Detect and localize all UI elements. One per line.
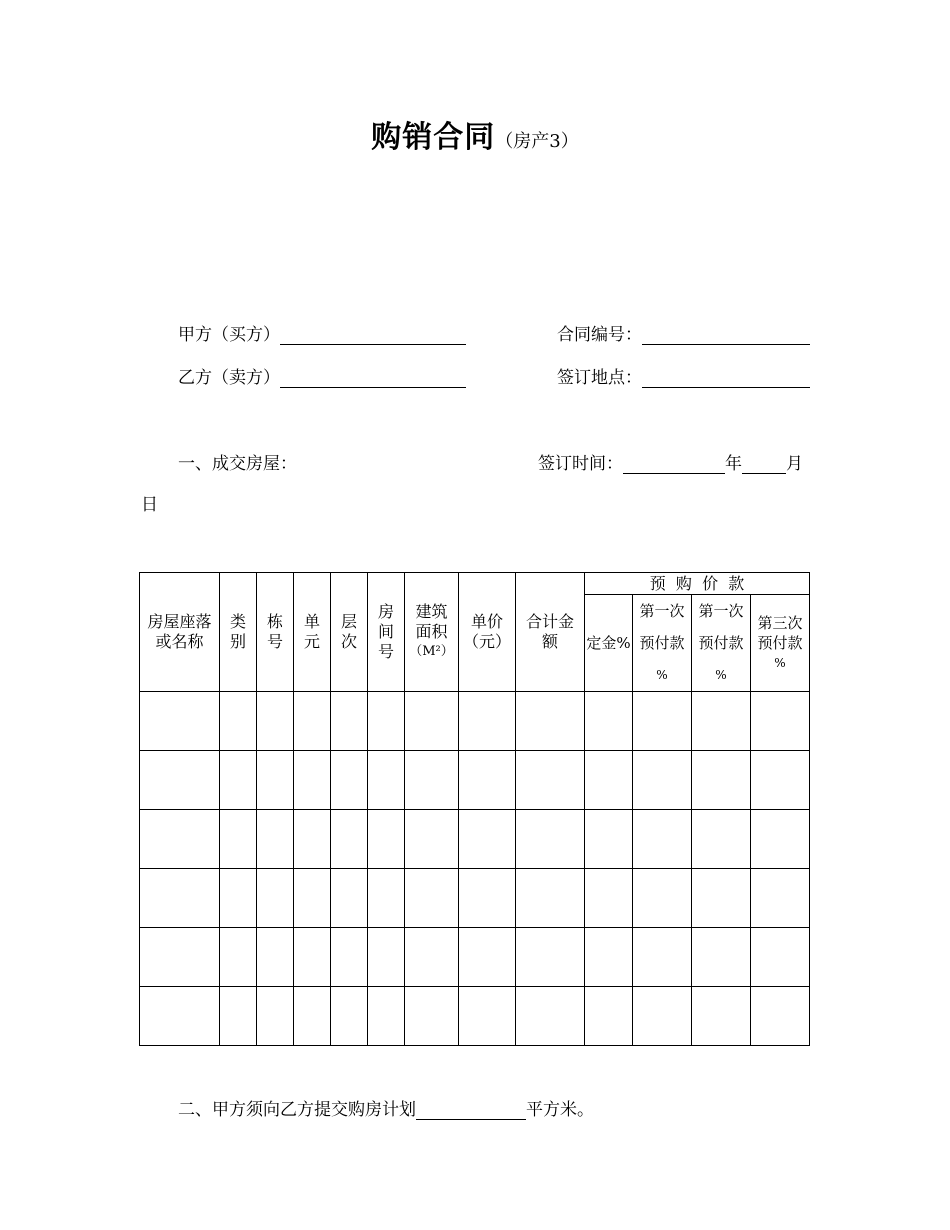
sign-year-field[interactable] — [623, 455, 725, 474]
month-label: 月 — [786, 454, 803, 474]
header-pay3: 第三次预付款 % — [751, 595, 810, 692]
seller-line — [178, 363, 466, 388]
year-label: 年 — [725, 454, 742, 474]
title-sub: （房产3） — [495, 131, 579, 152]
section2-line — [178, 1095, 594, 1120]
header-prepay-group: 预 购 价 款 — [585, 573, 810, 595]
header-deposit: 定金% — [585, 595, 633, 692]
table-row — [140, 810, 810, 869]
table-row — [140, 869, 810, 928]
title-main: 购销合同 — [371, 120, 496, 155]
seller-field[interactable] — [280, 369, 466, 388]
table-row — [140, 692, 810, 751]
section2-prefix: 二、甲方须向乙方提交购房计划 — [178, 1100, 416, 1120]
property-table — [139, 572, 810, 1046]
buyer-field[interactable] — [280, 326, 466, 345]
buyer-label: 甲方（买方） — [178, 325, 280, 345]
section2-suffix: 平方米。 — [526, 1100, 594, 1120]
table-row — [140, 987, 810, 1046]
area-plan-field[interactable] — [416, 1101, 526, 1120]
sign-time-line — [538, 449, 803, 474]
sign-place-field[interactable] — [642, 369, 810, 388]
buyer-line — [178, 320, 466, 345]
day-label: 日 — [141, 495, 158, 515]
header-room: 房间号 — [368, 573, 405, 692]
sign-time-label: 签订时间： — [538, 454, 623, 474]
header-floor: 层次 — [331, 573, 368, 692]
document-title — [0, 112, 950, 156]
header-pay2: 第一次预付款 % — [692, 595, 751, 692]
sign-month-field[interactable] — [742, 455, 786, 474]
header-total: 合计金额 — [516, 573, 585, 692]
header-unit: 单元 — [294, 573, 331, 692]
table-row — [140, 928, 810, 987]
header-unit-price: 单价 （元） — [459, 573, 516, 692]
contract-no-field[interactable] — [642, 326, 810, 345]
seller-label: 乙方（卖方） — [178, 368, 280, 388]
table-row — [140, 751, 810, 810]
sign-place-label: 签订地点： — [557, 368, 642, 388]
section1-label: 一、成交房屋： — [178, 454, 297, 474]
header-location: 房屋座落或名称 — [140, 573, 220, 692]
contract-no-label: 合同编号： — [557, 325, 642, 345]
sign-place-line — [557, 363, 810, 388]
header-building: 栋号 — [257, 573, 294, 692]
header-pay1: 第一次预付款 % — [633, 595, 692, 692]
header-area: 建筑面积 （M²） — [405, 573, 459, 692]
header-category: 类别 — [220, 573, 257, 692]
contract-no-line — [557, 320, 810, 345]
